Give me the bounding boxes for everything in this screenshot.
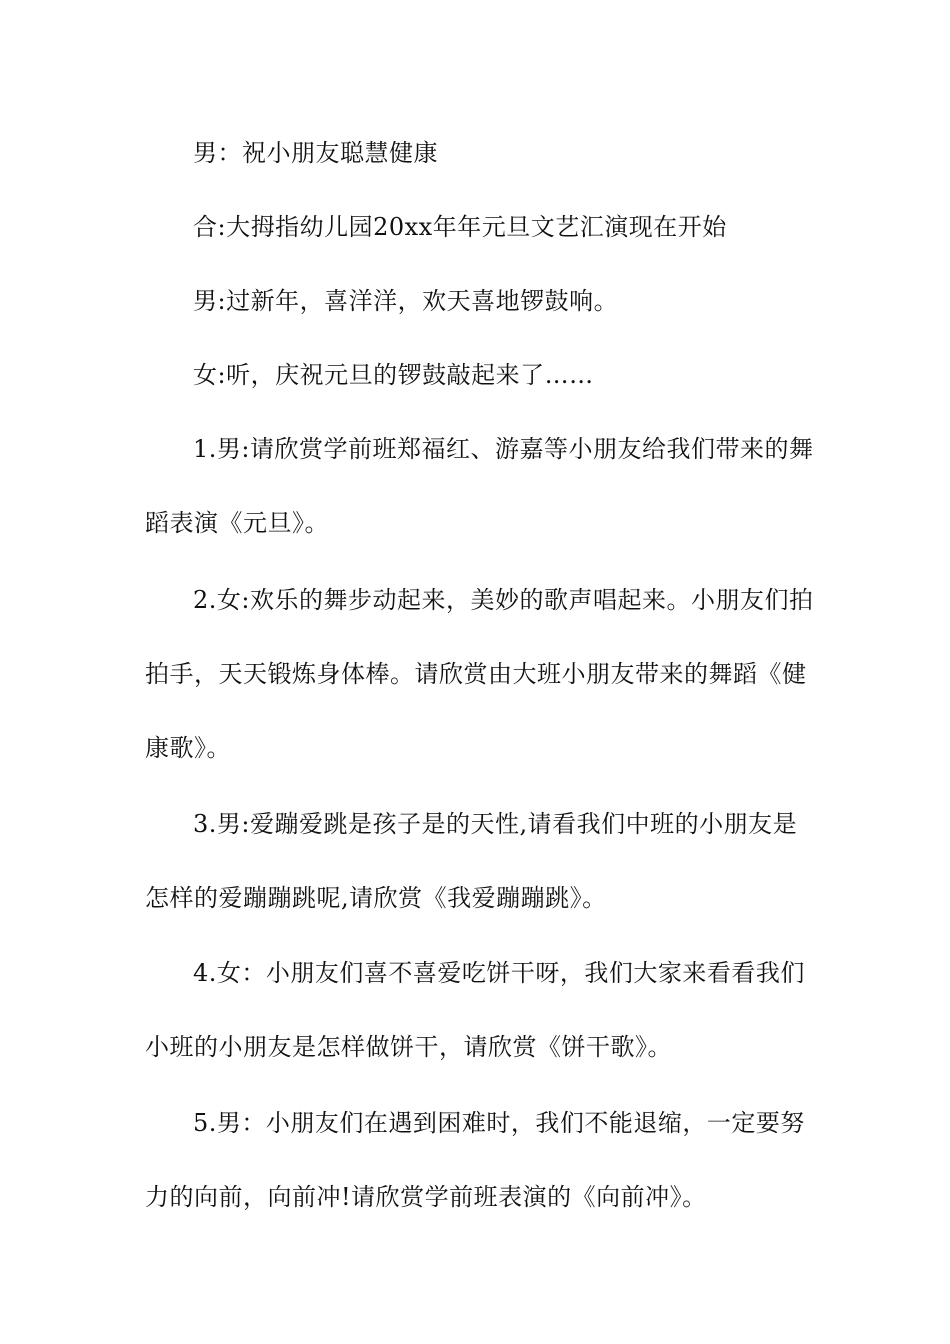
text-line: 2.女:欢乐的舞步动起来，美妙的歌声唱起来。小朋友们拍 xyxy=(193,586,814,614)
text-line: 拍手，天天锻炼身体棒。请欣赏由大班小朋友带来的舞蹈《健 xyxy=(145,660,807,688)
text-line: 男：祝小朋友聪慧健康 xyxy=(193,139,438,167)
text-line: 4.女：小朋友们喜不喜爱吃饼干呀，我们大家来看看我们 xyxy=(193,959,805,987)
text-line: 小班的小朋友是怎样做饼干，请欣赏《饼干歌》。 xyxy=(145,1033,672,1061)
text-line: 女:听，庆祝元旦的锣鼓敲起来了…… xyxy=(193,361,594,389)
text-line: 康歌》。 xyxy=(145,734,231,762)
text-line: 5.男：小朋友们在遇到困难时，我们不能退缩，一定要努 xyxy=(193,1109,805,1137)
text-line: 怎样的爱蹦蹦跳呢,请欣赏《我爱蹦蹦跳》。 xyxy=(145,884,607,912)
text-line: 3.男:爱蹦爱跳是孩子是的天性,请看我们中班的小朋友是 xyxy=(193,810,798,838)
text-line: 1.男:请欣赏学前班郑福红、游嘉等小朋友给我们带来的舞 xyxy=(193,435,814,463)
text-line: 男:过新年，喜洋洋，欢天喜地锣鼓响。 xyxy=(193,287,619,315)
text-line: 力的向前，向前冲!请欣赏学前班表演的《向前冲》。 xyxy=(145,1183,707,1211)
text-line: 蹈表演《元旦》。 xyxy=(145,509,329,537)
text-line: 合:大拇指幼儿园20xx年年元旦文艺汇演现在开始 xyxy=(193,213,727,241)
